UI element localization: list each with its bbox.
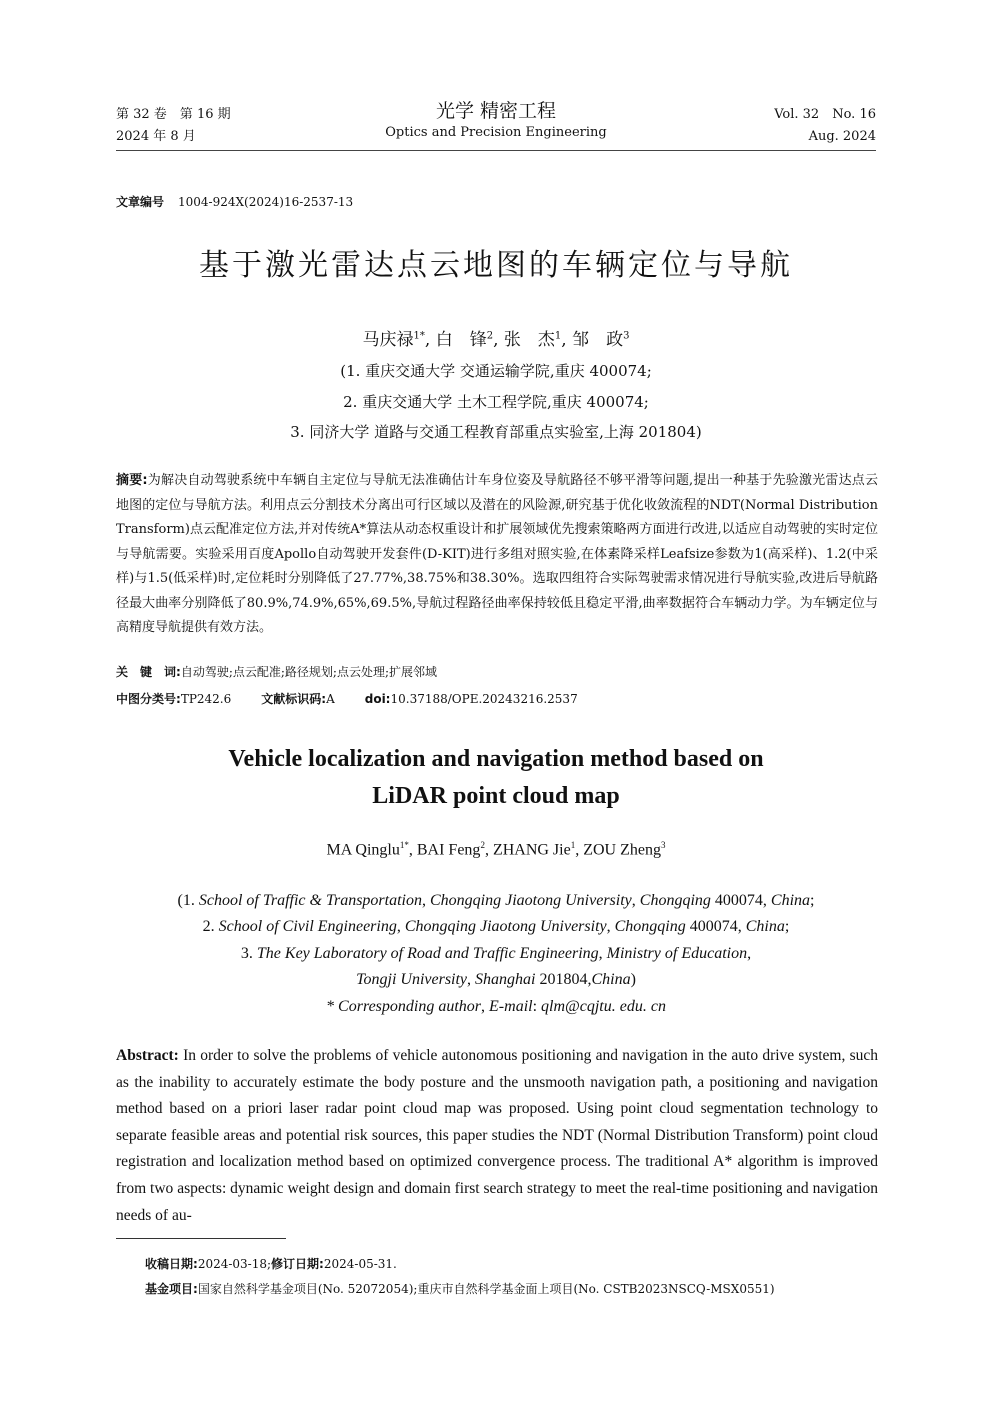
affiliation-en-3b: Tongji University, Shanghai 201804,China) (356, 971, 636, 988)
aff1-country: China (770, 892, 811, 909)
author-cn-sup: 1 (554, 330, 562, 342)
author-en: ZOU Zheng (583, 841, 661, 859)
keywords-cn-label: 关 键 词: (116, 665, 181, 679)
received-label: 收稿日期: (145, 1257, 198, 1271)
abstract-en-text: In order to solve the problems of vehicle autonomous positioning and navigation in the auto drive system, such as the inability to accurately estimate the body posture and the unsmooth navigation path, a positioning and navigation method based on a priori laser radar point cloud map was proposed. Using point cloud segmentation technology to separate feasible areas and potential risk sources, this paper studies the NDT (Normal Distribution Transform) point cloud registration and localization method based on optimized convergence process. The traditional A* algorithm is improved from two aspects: dynamic weight design and domain first search strategy to meet the real-time positioning and navigation needs of au- (116, 1047, 878, 1224)
author-cn-sup: 1* (413, 330, 425, 342)
aff1-city: Chongqing (639, 892, 711, 909)
aff3-country: China (591, 971, 631, 988)
author-en-sup: 1 (570, 840, 576, 850)
footnote-divider (116, 1238, 286, 1239)
header-volume-issue-cn: 第 32 卷 第 16 期 (116, 107, 231, 122)
classification-line (116, 690, 578, 707)
doi-value: 10.37188/OPE.20243216.2537 (390, 692, 578, 706)
author-cn: 张 杰 (503, 330, 555, 350)
aff1-code: 400074 (714, 892, 763, 909)
aff2-code: 400074 (689, 918, 738, 935)
affiliation-cn-3: 3. 同济大学 道路与交通工程教育部重点实验室,上海 201804) (290, 423, 702, 441)
affiliation-en-3: 3. The Key Laboratory of Road and Traffic Engineering, Ministry of Education, (240, 945, 752, 962)
title-en-line1: Vehicle localization and navigation method based on (228, 746, 764, 772)
header-volume-issue-en: Vol. 32 No. 16 (774, 107, 876, 122)
funding-text: 国家自然科学基金项目(No. 52072054);重庆市自然科学基金面上项目(No. CSTB2023NSCQ-MSX0551) (197, 1282, 775, 1296)
affiliation-cn-2: 2. 重庆交通大学 土木工程学院,重庆 400074; (343, 393, 649, 411)
affiliation-en-2: 2. School of Civil Engineering, Chongqing Jiaotong University, Chongqing 400074, China; (202, 918, 790, 935)
authors-en: MA Qinglu$^{1*}$, BAI Feng$^2$, ZHANG Jie$^1$, ZOU Zheng$^3$ (326, 840, 666, 859)
aff3-ministry: Ministry of Education (606, 945, 748, 962)
aff2-country: China (745, 918, 785, 935)
title-cn: 基于激光雷达点云地图的车辆定位与导航 (199, 248, 793, 283)
author-cn-sup: 3 (623, 330, 630, 342)
abstract-cn-text: 为解决自动驾驶系统中车辆自主定位与导航无法准确估计车身位姿及导航路径不够平滑等问题,提出一种基于先验激光雷达点云地图的定位与导航方法。利用点云分割技术分离出可行区域以及潜在的风险源,研究基于优化收敛流程的NDT(Normal Distribution Transform)点云配准定位方法,并对传统A*算法从动态权重设计和扩展领域优先搜索策略两方面进行改进,以适应自动驾驶的实时定位与导航需要。实验采用百度Apollo自动驾驶开发套件(D-KIT)进行多组对照实验,在体素降采样Leafsize参数为1(高采样)、1.2(中采样)与1.5(低采样)时,定位耗时分别降低了27.77%,38.75%和38.30%。选取四组符合实际驾驶需求情况进行导航实验,改进后导航路径最大曲率分别降低了80.9%,74.9%,65%,69.5%,导航过程路径曲率保持较低且稳定平滑,曲率数据符合车辆动力学。为车辆定位与高精度导航提供有效方法。 (116, 473, 878, 635)
aff2-school: School of Civil Engineering (218, 918, 397, 935)
aff3-city: Shanghai (475, 971, 536, 988)
affiliation-cn-1: (1. 重庆交通大学 交通运输学院,重庆 400074; (340, 362, 652, 380)
doc-code-label: 文献标识码: (261, 692, 327, 706)
aff1-school: School of Traffic & Transportation (198, 892, 422, 909)
author-cn: 白 锋 (435, 330, 487, 350)
footnote-funding (145, 1280, 775, 1297)
clc-value: TP242.6 (180, 692, 232, 706)
title-en (0, 741, 992, 815)
keywords-cn (116, 663, 437, 680)
corresponding-author: * Corresponding author, E-mail: qlm@cqjtu. edu. cn (326, 998, 666, 1015)
author-en-sup: 1* (399, 840, 409, 850)
authors-cn: 马庆禄$^{1*}$, 白 锋$^2$, 张 杰$^1$, 邹 政$^3$ (362, 330, 630, 350)
corr-label: * Corresponding author (326, 998, 482, 1015)
affiliation-en-1: (1. School of Traffic & Transportation, Chongqing Jiaotong University, Chongqing 400074, China; (177, 892, 815, 909)
author-en: ZHANG Jie (492, 841, 571, 859)
corr-email[interactable]: qlm@cqjtu. edu. cn (541, 998, 666, 1015)
aff3-lab: The Key Laboratory of Road and Traffic Engineering (256, 945, 599, 962)
author-en-sup: 3 (660, 840, 666, 850)
journal-name-cn: 光学 精密工程 (435, 100, 557, 122)
author-en: MA Qinglu (326, 841, 400, 859)
author-cn-sup: 2 (486, 330, 494, 342)
aff3-code: 201804 (539, 971, 588, 988)
journal-name-en: Optics and Precision Engineering (385, 125, 607, 140)
footnote-dates (145, 1255, 397, 1272)
author-en-sup: 2 (480, 840, 485, 850)
title-en-line2: LiDAR point cloud map (372, 783, 620, 809)
aff2-univ: Chongqing Jiaotong University (404, 918, 607, 935)
author-en: BAI Feng (416, 841, 481, 859)
header-date-cn: 2024 年 8 月 (116, 129, 196, 144)
aff2-city: Chongqing (614, 918, 686, 935)
header-date-en: Aug. 2024 (808, 129, 876, 144)
aff3-univ: Tongji University (356, 971, 468, 988)
received-date: 2024-03-18; (197, 1257, 272, 1271)
clc-label: 中图分类号: (116, 692, 181, 706)
article-number-value: 1004-924X(2024)16-2537-13 (178, 195, 354, 209)
aff1-univ: Chongqing Jiaotong University (430, 892, 632, 909)
corr-email-label: E-mail (489, 998, 533, 1015)
author-cn: 邹 政 (572, 330, 624, 350)
doi-label: doi: (364, 692, 391, 706)
revised-date: 2024-05-31. (323, 1257, 397, 1271)
article-number-label: 文章编号 (116, 195, 165, 209)
abstract-en-label: Abstract: (116, 1047, 179, 1064)
abstract-en (116, 1043, 878, 1229)
keywords-cn-text: 自动驾驶;点云配准;路径规划;点云处理;扩展邻域 (180, 665, 437, 679)
header-divider (116, 150, 876, 151)
revised-label: 修订日期: (271, 1257, 324, 1271)
article-number (116, 193, 353, 210)
header-volume-block-en (774, 104, 876, 148)
abstract-cn (116, 469, 878, 641)
author-cn: 马庆禄 (362, 330, 414, 350)
doc-code-value: A (326, 692, 335, 706)
funding-label: 基金项目: (145, 1282, 198, 1296)
abstract-cn-label: 摘要: (116, 473, 148, 488)
